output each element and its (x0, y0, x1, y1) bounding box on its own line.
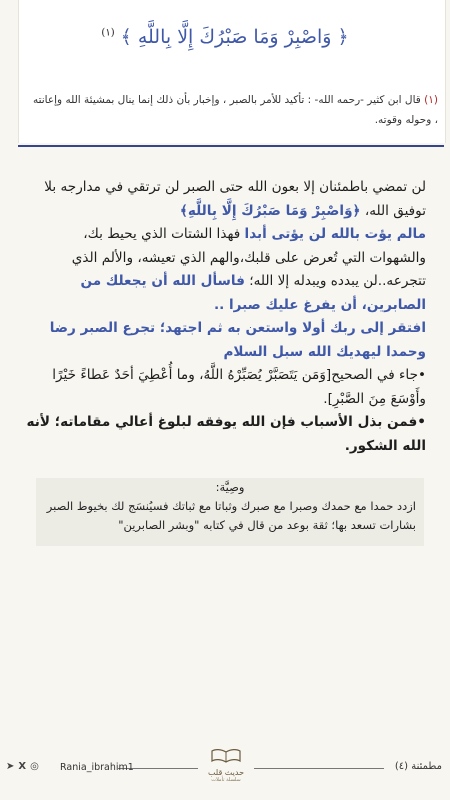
footer-line-right (254, 768, 384, 769)
verse-open-bracket: ﴿ (337, 26, 349, 48)
article-body (24, 176, 426, 458)
section-divider (18, 145, 444, 147)
author-handle[interactable]: Rania_ibrahim1 (60, 762, 134, 773)
verse-close-bracket: ﴾ (120, 26, 132, 48)
open-book-icon (211, 749, 241, 763)
quran-verse-heading (0, 26, 450, 48)
footnote (30, 90, 438, 130)
paragraph-hadith: •جاء في الصحيح[وَمَن يَتَصَبَّرْ يُصَبِّرْهُ اللَّهُ، وما أُعْطِيَ أحَدٌ عَطاءً خَيْرًا وأَوْسَعَ مِنَ الصَّبْرِ]. (52, 367, 426, 407)
footer (0, 748, 450, 800)
paragraph-3: افتقر إلى ربك أولا واستعن به ثم اجتهد؛ تجرع الصبر رضا وحمدا ليهديك الله سبل السلام (49, 320, 426, 360)
advice-box (36, 478, 424, 546)
footnote-text: قال ابن كثير -رحمه الله- : تأكيد للأمر بالصبر ، وإخبار بأن ذلك إنما ينال بمشيئة الله وإعانته ، وحوله وقوته. (32, 94, 438, 126)
inline-verse: ﴿وَاصْبِرْ وَمَا صَبْرُكَ إِلَّا بِاللَّهِ﴾ (179, 202, 361, 219)
brand-logo: حديث قلب سلسلة تأملات (198, 748, 254, 784)
page-label: مطمئنة (٤) (394, 761, 442, 772)
footnote-marker: (١) (101, 27, 115, 39)
telegram-icon[interactable]: ➤ (6, 761, 15, 772)
advice-text: ازدد حمدا مع حمدك وصبرا مع صبرك وثباتا مع ثباتك فسيُنسَج لك بخيوط الصبر بشارات تسعد بها؛ ثقة بوعد من قال في كتابه "وبشر الصابرين" (46, 499, 416, 532)
paragraph-1: لن تمضي باطمئنان إلا بعون الله حتى الصبر لن ترتقي في مدارجه بلا توفيق الله، ﴿وَاصْبِرْ وَمَا صَبْرُكَ إِلَّا بِاللَّهِ﴾ (44, 179, 426, 219)
paragraph-conclusion: •فمن بذل الأسباب فإن الله يوفقه لبلوغ أعالي مقاماته؛ لأنه الله الشكور. (26, 414, 426, 454)
advice-title: وصِيَّة: (215, 480, 245, 494)
verse-text: وَاصْبِرْ وَمَا صَبْرُكَ إِلَّا بِاللَّهِ (137, 26, 332, 48)
footnote-number: (١) (424, 94, 438, 106)
social-icons (6, 761, 39, 772)
paragraph-2: مالم يؤت بالله لن يؤتى أبدا فهذا الشتات الذي يحيط بك، والشهوات التي تُعرض على قلبك،والهم الذي تعيشه، والألم الذي تتجرعه..لن يبدده ويبدله إلا الله؛ فاسأل الله أن يجعلك من الصابرين، أن يفرغ عليك صبرا .. (71, 226, 426, 313)
x-icon[interactable]: X (18, 761, 27, 772)
instagram-icon[interactable]: ◎ (30, 761, 39, 772)
